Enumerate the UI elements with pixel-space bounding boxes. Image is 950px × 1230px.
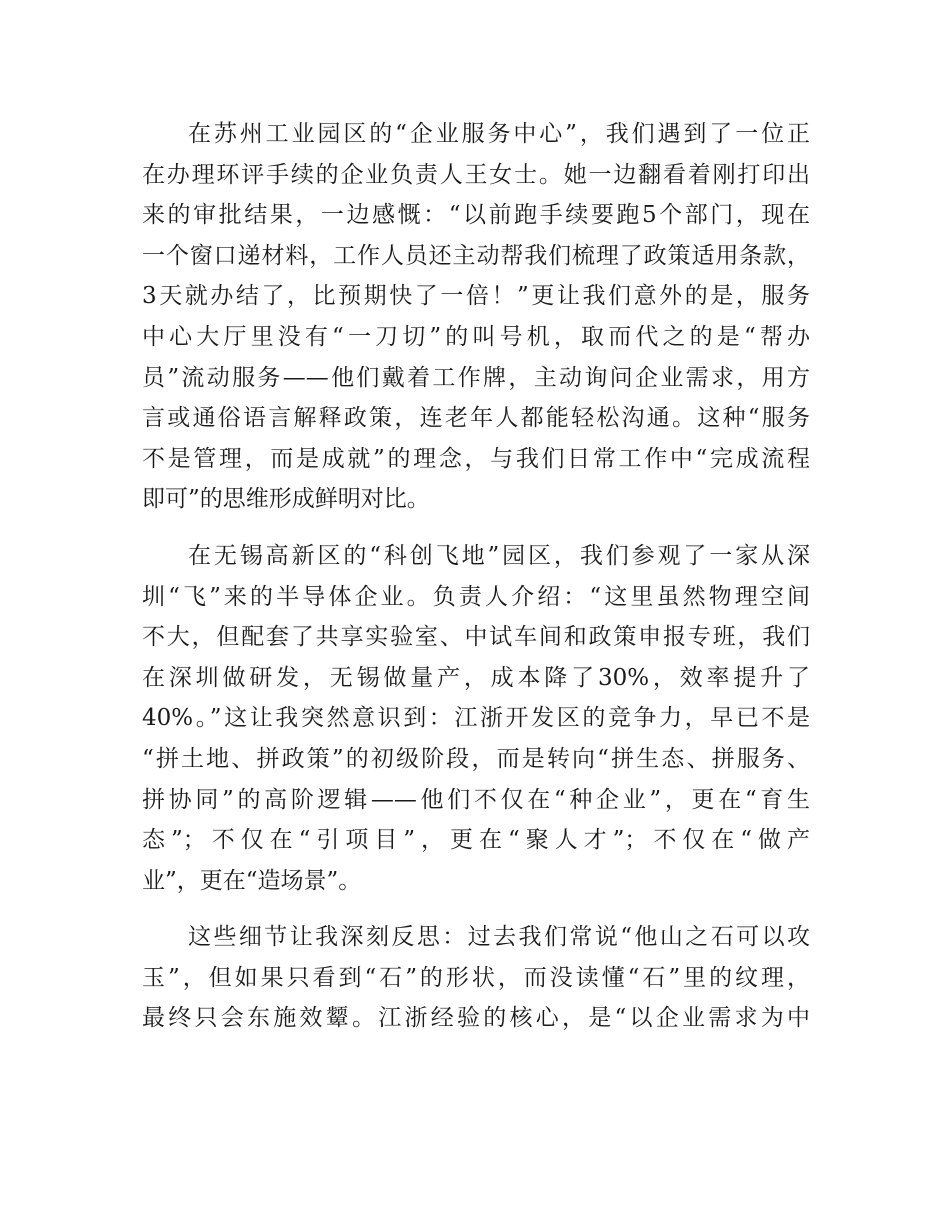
text-line: 不是管理，而是成就”的理念，与我们日常工作中“完成流程 <box>142 445 810 472</box>
paragraph-wuxi <box>142 536 810 901</box>
text-line: 业”，更在“造场景”。 <box>142 867 362 894</box>
text-line: 即可”的思维形成鲜明对比。 <box>142 486 430 513</box>
text-line: 玉”，但如果只看到“石”的形状，而没读懂“石”里的纹理， <box>142 964 810 991</box>
text-line: 在无锡高新区的“科创飞地”园区，我们参观了一家从深 <box>188 542 810 569</box>
text-line: 一个窗口递材料，工作人员还主动帮我们梳理了政策适用条款， <box>142 242 810 269</box>
text-line: 在办理环评手续的企业负责人王女士。她一边翻看着刚打印出 <box>142 161 810 188</box>
text-line: 言或通俗语言解释政策，连老年人都能轻松沟通。这种“服务 <box>142 405 810 432</box>
text-line: 来的审批结果，一边感慨：“以前跑手续要跑5个部门，现在 <box>142 202 810 229</box>
text-line: 员”流动服务——他们戴着工作牌，主动询问企业需求，用方 <box>142 364 810 391</box>
text-line: 拼协同”的高阶逻辑——他们不仅在“种企业”，更在“育生 <box>142 786 810 813</box>
text-line: 40%。”这让我突然意识到：江浙开发区的竞争力，早已不是 <box>142 705 810 732</box>
paragraph-reflection <box>142 917 810 1039</box>
text-line: 不大，但配套了共享实验室、中试车间和政策申报专班，我们 <box>142 624 810 651</box>
text-line: 中心大厅里没有“一刀切”的叫号机，取而代之的是“帮办 <box>142 323 810 350</box>
text-line: “拼土地、拼政策”的初级阶段，而是转向“拼生态、拼服务、 <box>142 745 810 772</box>
text-line: 最终只会东施效颦。江浙经验的核心，是“以企业需求为中 <box>142 1005 810 1032</box>
text-line: 态”；不仅在“引项目”，更在“聚人才”；不仅在“做产 <box>142 827 810 854</box>
text-line: 圳“飞”来的半导体企业。负责人介绍：“这里虽然物理空间 <box>142 583 810 610</box>
text-line: 这些细节让我深刻反思：过去我们常说“他山之石可以攻 <box>188 924 810 951</box>
text-line: 在深圳做研发，无锡做量产，成本降了30%，效率提升了 <box>142 664 810 691</box>
text-line: 在苏州工业园区的“企业服务中心”，我们遇到了一位正 <box>188 121 810 147</box>
paragraph-suzhou <box>142 114 810 520</box>
text-line: 3天就办结了，比预期快了一倍！”更让我们意外的是，服务 <box>142 283 810 310</box>
document-body <box>142 114 810 1055</box>
